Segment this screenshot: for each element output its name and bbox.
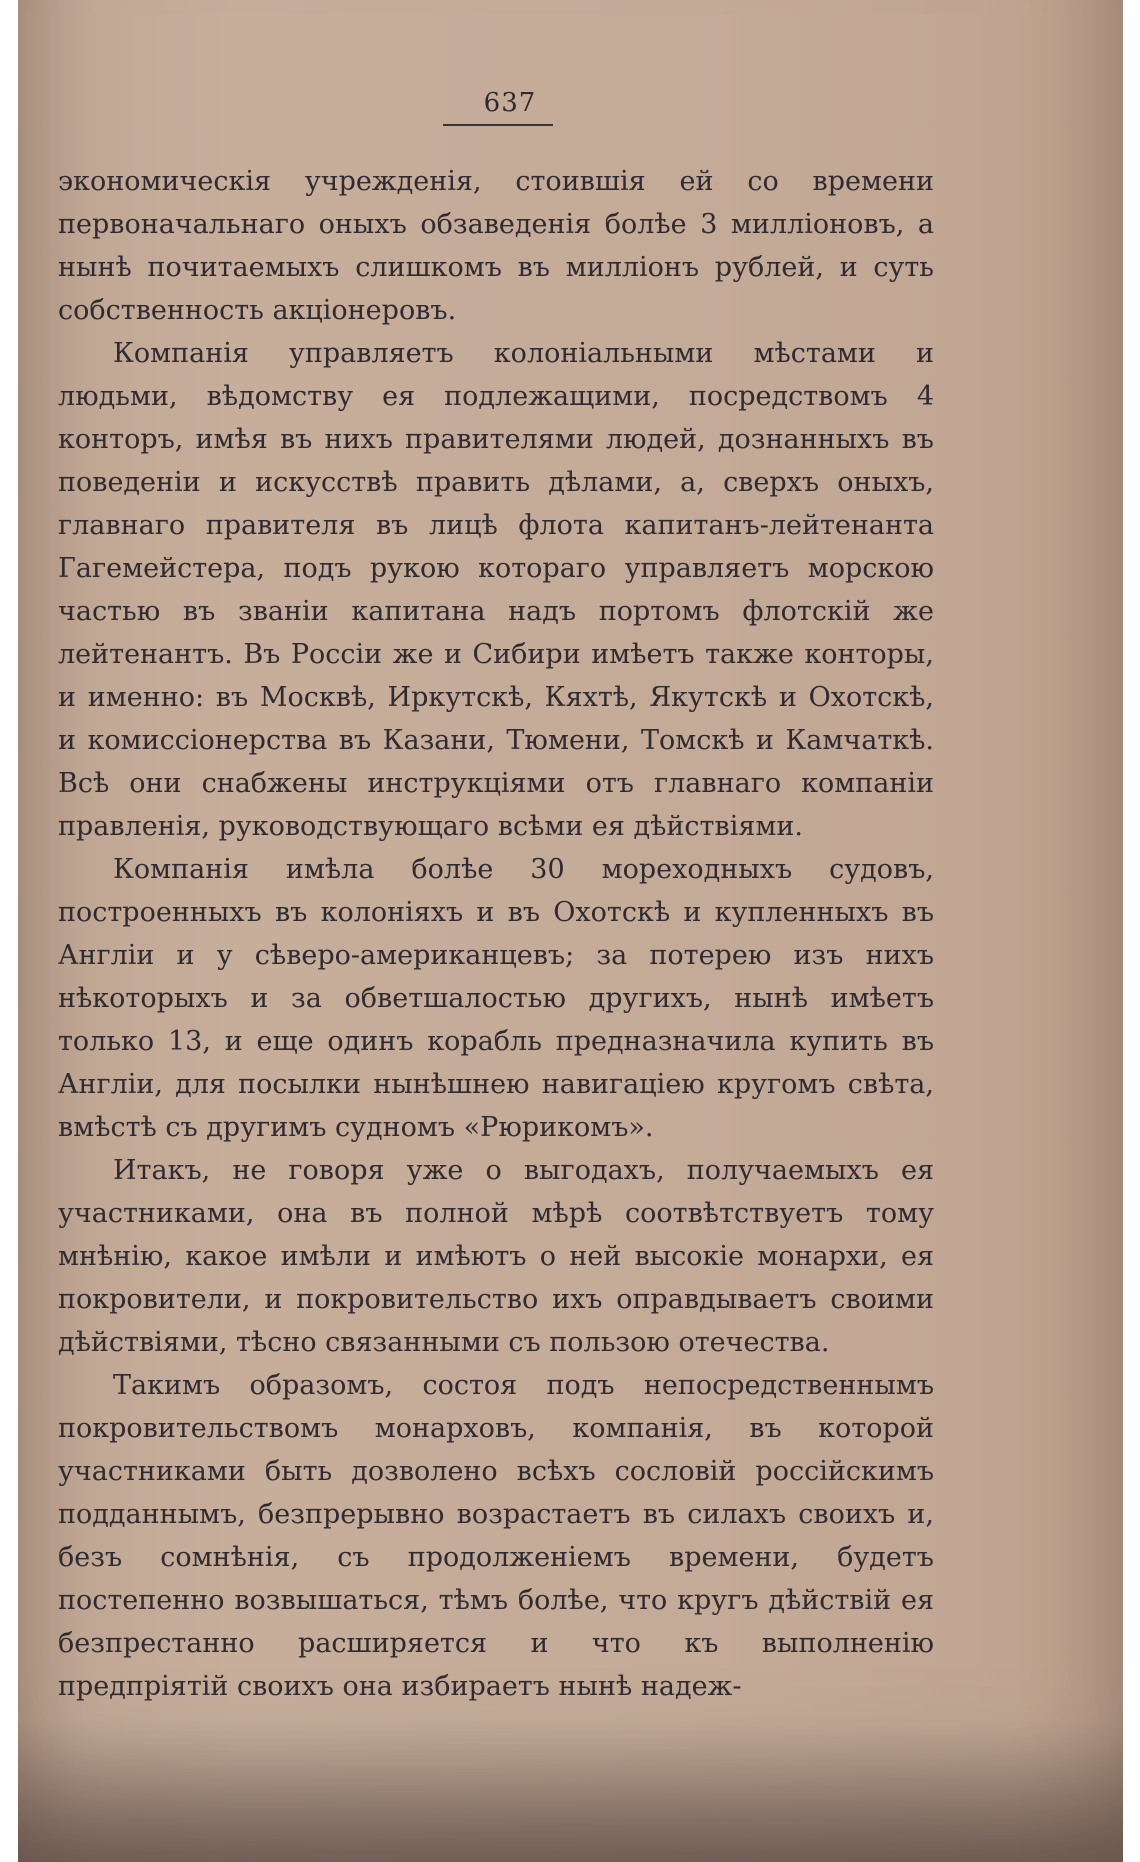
page-number: 637 [483,88,537,118]
header-rule [443,124,553,126]
text-body [58,160,934,1708]
paragraph-benefits: Итакъ, не говоря уже о выгодахъ, получаемыхъ ея участниками, она въ полной мѣрѣ соотвѣтствуетъ тому мнѣнію, какое имѣли и имѣютъ о ней высокіе монархи, ея покровители, и покровительство ихъ оправдываетъ своими дѣйствіями, тѣсно связанными съ пользою отечества. [58,1155,934,1358]
paragraph-continuation: экономическія учрежденія, стоившія ей со времени первоначальнаго оныхъ обзаведенія болѣе 3 милліоновъ, а нынѣ почитаемыхъ слишкомъ въ милліонъ рублей, и суть собственность акціонеровъ. [58,166,934,326]
bottom-shadow [18,1720,1123,1862]
paragraph-company-management: Компанія управляетъ колоніальными мѣстами и людьми, вѣдомству ея подлежащими, посредствомъ 4 конторъ, имѣя въ нихъ правителями людей, дознанныхъ въ поведеніи и искусствѣ править дѣлами, а, сверхъ оныхъ, главнаго правителя въ лицѣ флота капитанъ-лейтенанта Гагемейстера, подъ рукою котораго управляетъ морскою частью въ званіи капитана надъ портомъ флотскій же лейтенантъ. Въ Россіи же и Сибири имѣетъ также конторы, и именно: въ Москвѣ, Иркутскѣ, Кяхтѣ, Якутскѣ и Охотскѣ, и комиссіонерства въ Казани, Тюмени, Томскѣ и Камчаткѣ. Всѣ они снабжены инструкціями отъ главнаго компаніи правленія, руководствующаго всѣми ея дѣйствіями. [58,338,934,842]
paragraph-conclusion: Такимъ образомъ, состоя подъ непосредственнымъ покровительствомъ монарховъ, компанія, въ которой участниками быть дозволено всѣхъ сословій россійскимъ подданнымъ, безпрерывно возрастаетъ въ силахъ своихъ и, безъ сомнѣнія, съ продолженіемъ времени, будетъ постепенно возвышаться, тѣмъ болѣе, что кругъ дѣйствій ея безпрестанно расширяется и что къ выполненію предпріятій своихъ она избираетъ нынѣ надеж- [58,1370,934,1702]
paragraph-company-ships: Компанія имѣла болѣе 30 мореходныхъ судовъ, построенныхъ въ колоніяхъ и въ Охотскѣ и купленныхъ въ Англіи и у сѣверо-американцевъ; за потерею изъ нихъ нѣкоторыхъ и за обветшалостью другихъ, нынѣ имѣетъ только 13, и еще одинъ корабль предназначила купить въ Англіи, для посылки нынѣшнею навигаціею кругомъ свѣта, вмѣстѣ съ другимъ суднoмъ «Рюрикомъ». [58,854,934,1143]
